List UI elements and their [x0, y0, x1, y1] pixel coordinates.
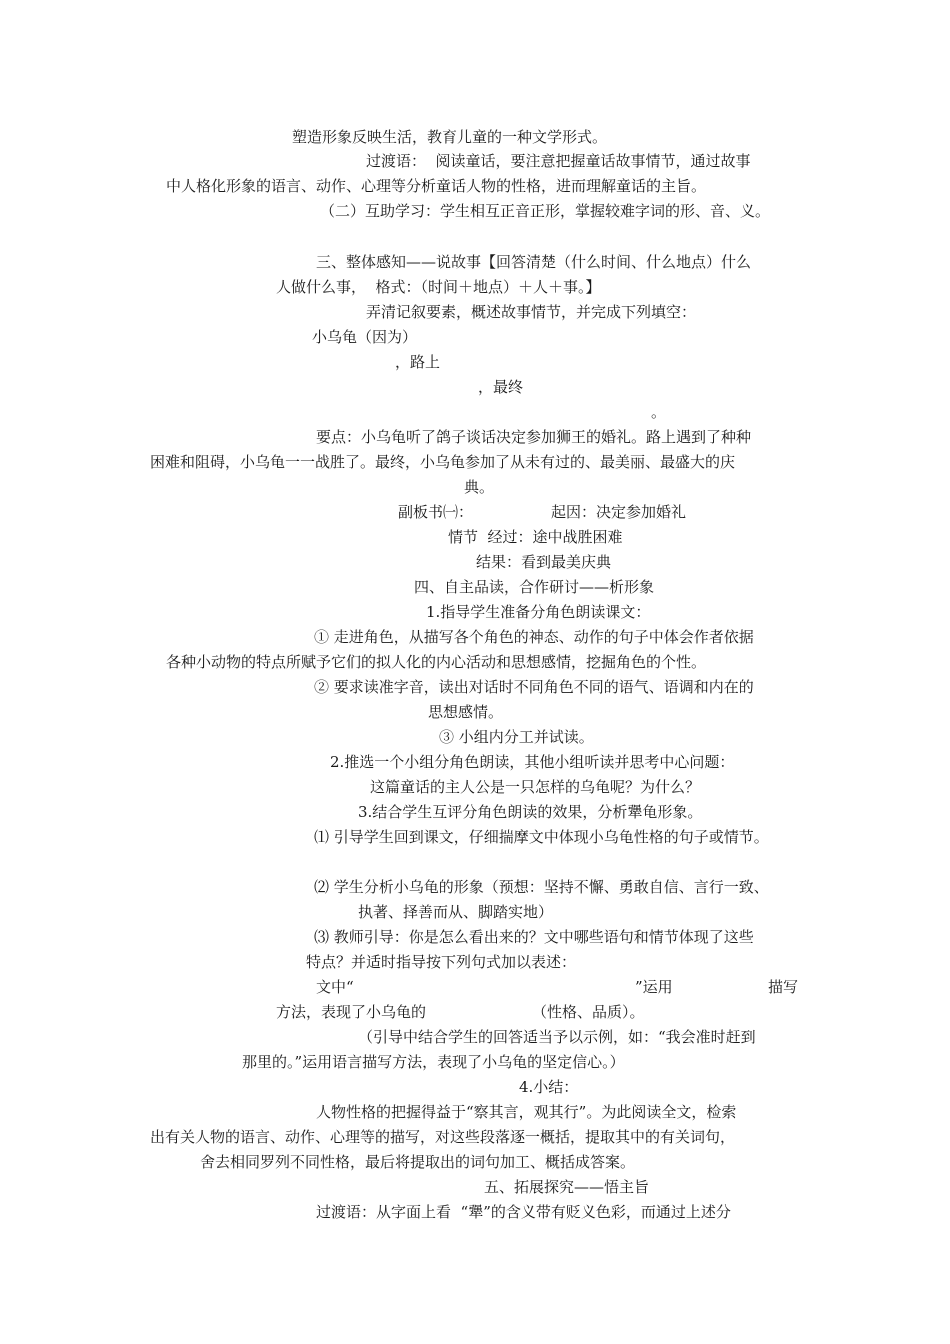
text-line: 典。 [464, 478, 495, 496]
text-line: 塑造形象反映生活，教育儿童的一种文学形式。 [292, 128, 608, 146]
section-heading: 三、整体感知——说故事【回答清楚（什么时间、什么地点）什么 [316, 253, 752, 271]
board-note-item: 情节 经过：途中战胜困难 [448, 528, 623, 546]
sentence-pattern: ”运用 [635, 978, 673, 996]
text-line: ② 要求读准字音，读出对话时不同角色不同的语气、语调和内在的 [314, 678, 754, 696]
fill-blank-line: ，最终 [478, 378, 524, 396]
text-line: ⑵ 学生分析小乌龟的形象（预想：坚持不懈、勇敢自信、言行一致、 [314, 878, 769, 896]
text-line: 过渡语：从字面上看 “犟”的含义带有贬义色彩，而通过上述分 [316, 1203, 731, 1221]
text-line: ⑴ 引导学生回到课文，仔细揣摩文中体现小乌龟性格的句子或情节。 [314, 828, 769, 846]
text-line: 1.指导学生准备分角色朗读课文： [426, 603, 651, 621]
text-line: 特点？并适时指导按下列句式加以表述： [306, 953, 577, 971]
text-line: 那里的。”运用语言描写方法，表现了小乌龟的坚定信心。） [242, 1053, 625, 1071]
sentence-pattern: 方法，表现了小乌龟的 [276, 1003, 427, 1021]
fill-blank-line: 小乌龟（因为） [312, 328, 418, 346]
text-line: 出有关人物的语言、动作、心理等的描写，对这些段落逐一概括，提取其中的有关词句， [150, 1128, 736, 1146]
section-heading: 四、自主品读，合作研讨——析形象 [414, 578, 655, 596]
text-line: 4.小结： [519, 1078, 579, 1096]
text-line: 思想感情。 [428, 703, 504, 721]
section-heading: 五、拓展探究——悟主旨 [484, 1178, 650, 1196]
sentence-pattern: 描写 [768, 978, 799, 996]
text-line: 2.推选一个小组分角色朗读，其他小组听读并思考中心问题： [330, 753, 735, 771]
board-note-item: 起因：决定参加婚礼 [551, 503, 687, 521]
text-line: 执著、择善而从、脚踏实地） [358, 903, 554, 921]
board-note-item: 结果：看到最美庆典 [476, 553, 612, 571]
text-line: 人做什么事， 格式：（时间＋地点）＋人＋事。】 [276, 278, 601, 296]
text-line: 舍去相同罗列不同性格，最后将提取出的词句加工、概括成答案。 [200, 1153, 636, 1171]
text-line: 人物性格的把握得益于“察其言，观其行”。为此阅读全文，检索 [316, 1103, 737, 1121]
text-line: 各种小动物的特点所赋予它们的拟人化的内心活动和思想感情，挖掘角色的个性。 [166, 653, 707, 671]
fill-blank-line: ，路上 [395, 353, 441, 371]
fill-blank-line: 。 [651, 403, 667, 421]
board-note-label: 副板书㈠： [398, 503, 474, 521]
text-line: 过渡语： 阅读童话，要注意把握童话故事情节，通过故事 [366, 152, 751, 170]
text-line: ⑶ 教师引导：你是怎么看出来的？文中哪些语句和情节体现了这些 [314, 928, 754, 946]
sentence-pattern: 文中“ [316, 978, 354, 996]
text-line: 中人格化形象的语言、动作、心理等分析童话人物的性格，进而理解童话的主旨。 [166, 177, 707, 195]
text-line: 困难和阻碍，小乌龟一一战胜了。最终，小乌龟参加了从未有过的、最美丽、最盛大的庆 [150, 453, 736, 471]
text-line: （引导中结合学生的回答适当予以示例，如：“我会准时赶到 [358, 1028, 756, 1046]
sentence-pattern: （性格、品质）。 [532, 1003, 645, 1021]
text-line: ① 走进角色，从描写各个角色的神态、动作的句子中体会作者依据 [314, 628, 754, 646]
text-line: 要点：小乌龟听了鸽子谈话决定参加狮王的婚礼。路上遇到了种种 [316, 428, 752, 446]
text-line: ③ 小组内分工并试读。 [439, 728, 594, 746]
text-line: 3.结合学生互评分角色朗读的效果，分析犟龟形象。 [358, 803, 703, 821]
question-line: 这篇童话的主人公是一只怎样的乌龟呢？为什么？ [370, 778, 701, 796]
text-line: 弄清记叙要素，概述故事情节，并完成下列填空： [366, 303, 697, 321]
text-line: （二）互助学习：学生相互正音正形，掌握较难字词的形、音、义。 [320, 202, 771, 220]
